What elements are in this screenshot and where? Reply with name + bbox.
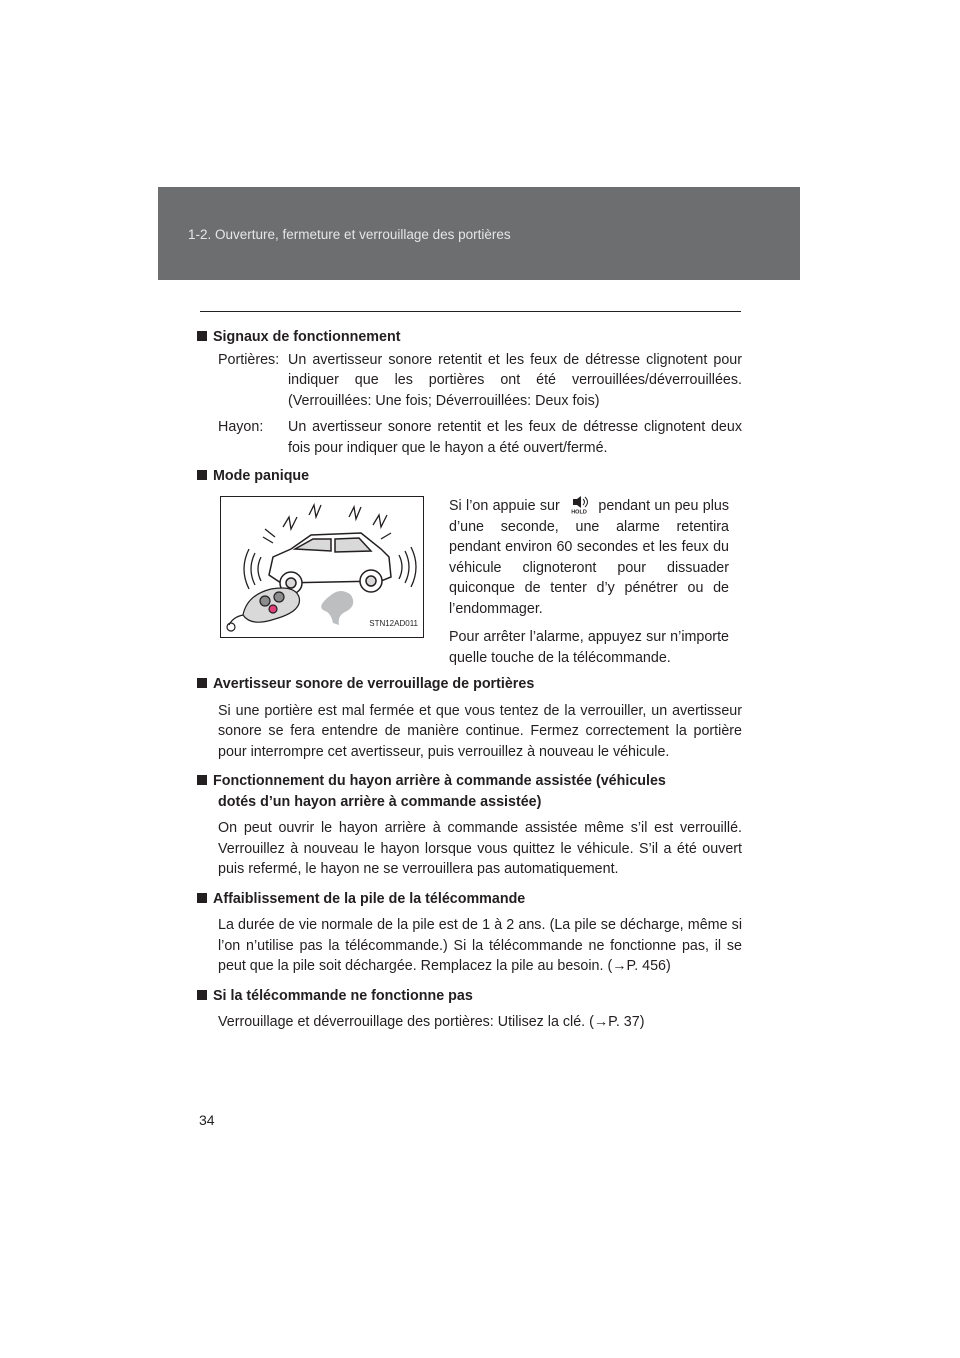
section-body: Verrouillage et déverrouillage des portières: Utilisez la clé. (→P. 37) (218, 1014, 645, 1030)
definition-desc: Un avertisseur sonore retentit et les feux de détresse clignotent deux fois pour indiquer que le hayon a été ouvert/fermé. (288, 419, 742, 456)
chapter-section-title: 1-2. Ouverture, fermeture et verrouillage des portières (188, 227, 511, 242)
section-heading: Affaiblissement de la pile de la télécommande (197, 889, 742, 910)
square-bullet-icon (197, 331, 207, 341)
definition-row (218, 417, 742, 458)
panic-paragraph: Si l’on appuie sur HOLD pendant un peu plus d’une seconde, une alarme retentira pendant environ 60 secondes et les feux du véhicule clignoteront pour dissuader quiconque de tenter d’y pénétrer ou de l’endommager. (449, 498, 729, 617)
panic-description (449, 496, 729, 676)
section-heading: Mode panique (197, 466, 742, 487)
section-power-back-door (197, 771, 742, 880)
section-body: La durée de vie normale de la pile est de 1 à 2 ans. (La pile se décharge, même si l’on n’utilise pas la télécommande.) Si la télécommande ne fonctionne pas, il se peut que la pile soit déchargée. Remplacez la pile au besoin. (→P. 456) (218, 917, 742, 974)
section-heading: Si la télécommande ne fonctionne pas (197, 986, 742, 1007)
section-lock-buzzer (197, 674, 742, 762)
hold-label: HOLD (571, 509, 587, 514)
definition-desc: Un avertisseur sonore retentit et les feux de détresse clignotent pour indiquer que les portières ont été verrouillées/déverrouillées. (Verrouillées: Une fois; Déverrouillées: Deux fois) (288, 351, 742, 409)
section-body: On peut ouvrir le hayon arrière à commande assistée même s’il est verrouillé. Verrouillez à nouveau le hayon lorsque vous quittez le véhicule. S’il a été ouvert puis refermé, le hayon ne se verrouillera pas automatiquement. (218, 820, 742, 877)
square-bullet-icon (197, 775, 207, 785)
figure-code: STN12AD011 (369, 618, 418, 628)
definition-row (218, 350, 742, 412)
panic-paragraph: Pour arrêter l’alarme, appuyez sur n’importe quelle touche de la télécommande. (449, 629, 729, 666)
square-bullet-icon (197, 990, 207, 1000)
page-number: 34 (199, 1112, 215, 1128)
section-heading-cont: dotés d’un hayon arrière à commande assistée) (218, 793, 542, 810)
section-battery (197, 889, 742, 977)
square-bullet-icon (197, 893, 207, 903)
panic-alarm-illustration (220, 496, 424, 638)
section-signals (197, 327, 742, 458)
section-heading: Signaux de fonctionnement (197, 327, 742, 348)
header-rule (200, 311, 741, 312)
alarm-hold-button-icon (564, 496, 594, 514)
section-panic (197, 466, 742, 666)
square-bullet-icon (197, 470, 207, 480)
section-body: Si une portière est mal fermée et que vous tentez de la verrouiller, un avertisseur sonore se fera entendre de manière continue. Fermez correctement la portière pour interrompre cet avertisseur, puis verrouillez à nouveau le véhicule. (218, 702, 742, 760)
chapter-header-band (158, 187, 800, 280)
section-heading: Fonctionnement du hayon arrière à commande assistée (véhicules (197, 771, 742, 792)
square-bullet-icon (197, 678, 207, 688)
definition-term: Portières: (218, 351, 280, 368)
definition-term: Hayon: (218, 419, 264, 435)
section-heading: Avertisseur sonore de verrouillage de portières (197, 674, 742, 695)
section-no-remote (197, 986, 742, 1033)
page-content (197, 327, 742, 1042)
